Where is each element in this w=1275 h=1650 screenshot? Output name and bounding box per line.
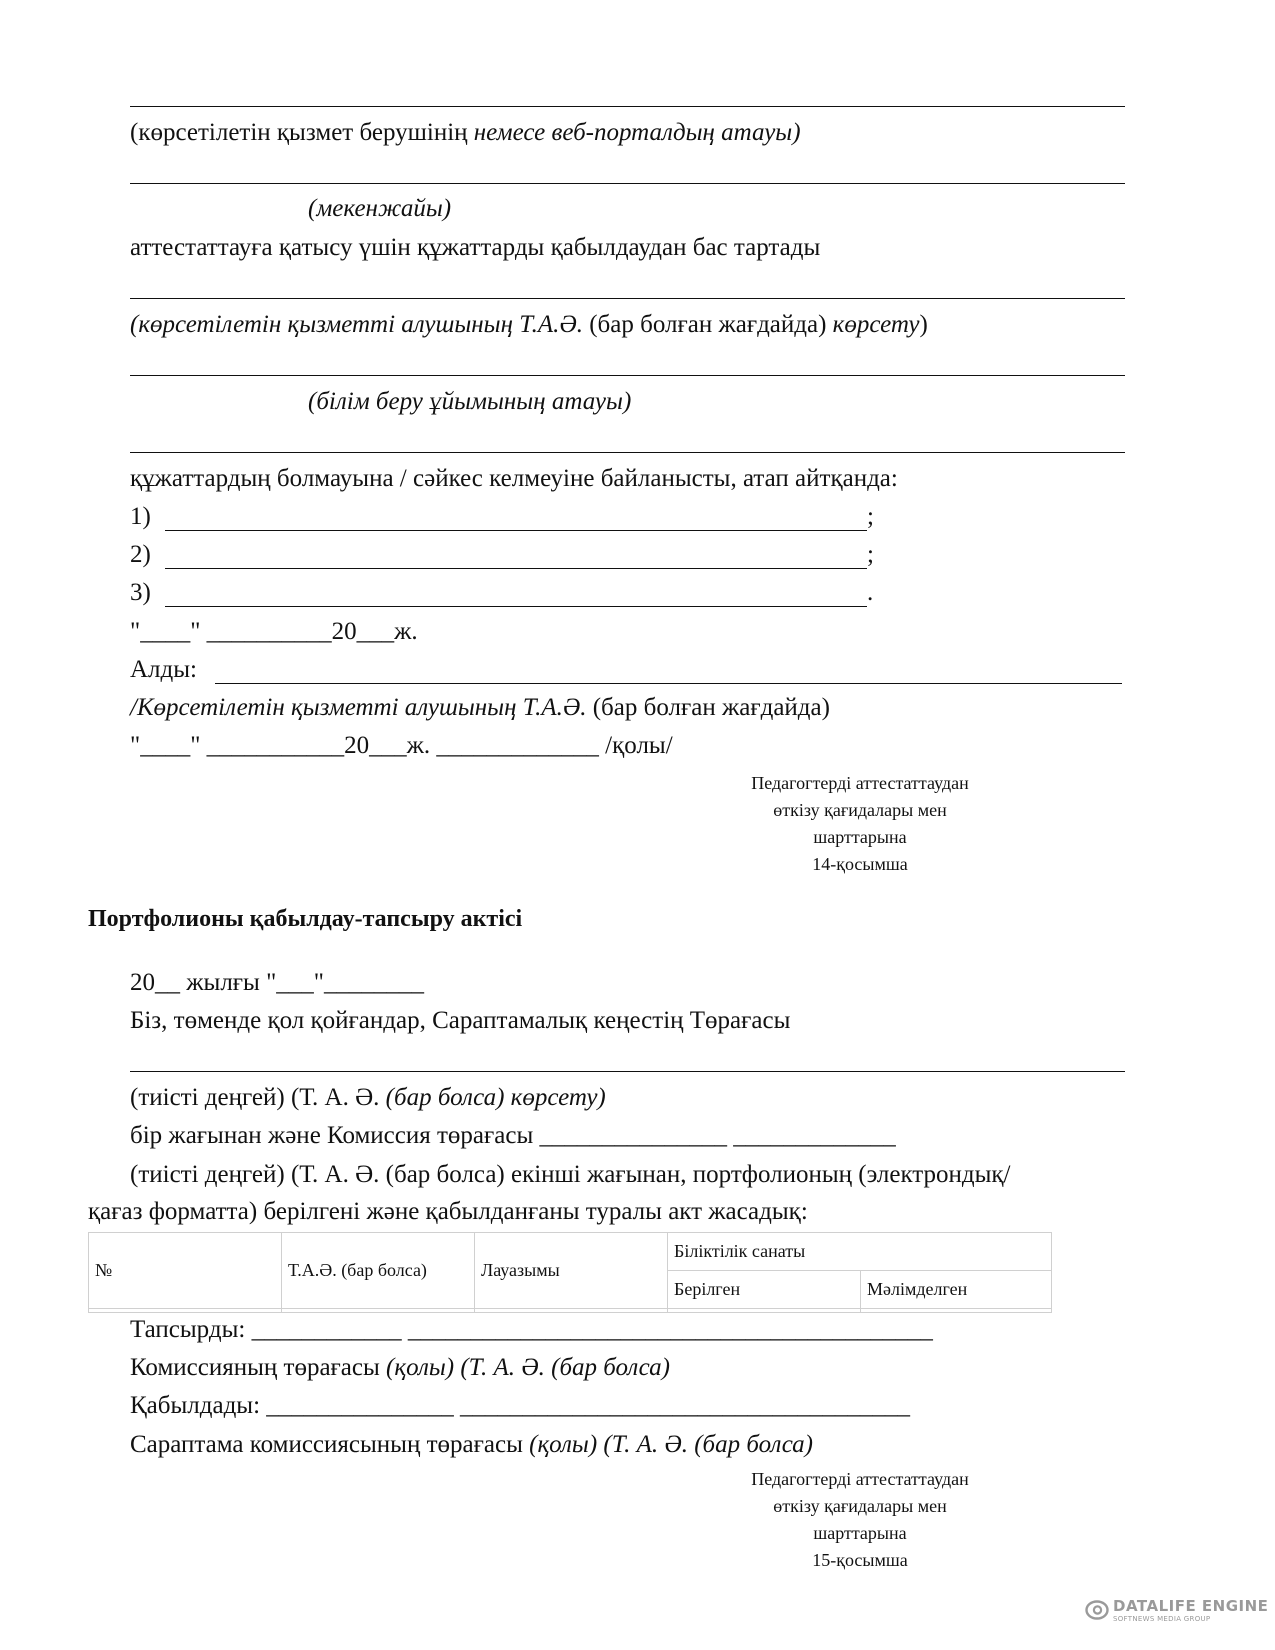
reason-number: 1): [130, 503, 151, 530]
handed-caption-italic: (қолы) (Т. А. Ә. (бар болса): [386, 1354, 670, 1381]
provider-caption-plain: (көрсетілетін қызмет берушінің: [130, 119, 474, 146]
reason-3-line: [165, 606, 867, 607]
provider-caption: [130, 118, 801, 148]
reason-2-line: [165, 568, 867, 569]
reason-1-line: [165, 530, 867, 531]
accepted-caption: [130, 1430, 813, 1460]
header-category: Біліктілік санаты: [668, 1233, 1052, 1271]
datalife-logo-icon: [1085, 1599, 1109, 1621]
reason-end: ;: [867, 541, 874, 568]
received-line: [215, 683, 1122, 684]
header-declared: Мәлімделген: [861, 1271, 1052, 1309]
table-row: [89, 1309, 1052, 1313]
appendix-15-note: [720, 1466, 1000, 1574]
org-caption: (білім беру ұйымының атауы): [308, 388, 632, 415]
recipient-caption-italic-2: көрсету: [832, 311, 920, 338]
watermark-sub: SOFTNEWS MEDIA GROUP: [1113, 1615, 1211, 1623]
act-line: қағаз форматта) берілгені және қабылданғаны туралы акт жасадық:: [88, 1198, 808, 1225]
reason-end: ;: [867, 503, 874, 530]
provider-caption-italic: немесе веб-порталдың атауы): [473, 119, 801, 146]
appendix-number: 15-қосымша: [812, 1550, 908, 1570]
address-caption: (мекенжайы): [308, 195, 452, 222]
council-chair-line: [130, 1071, 1125, 1072]
appendix-note-line: Педагогтерді аттестаттаудан: [751, 773, 969, 793]
org-name-line: [130, 375, 1125, 376]
reason-item-1: [130, 502, 151, 532]
appendix-note-line: Педагогтерді аттестаттаудан: [751, 1469, 969, 1489]
reason-number: 2): [130, 541, 151, 568]
portfolio-table: [88, 1232, 1052, 1313]
received-caption: [130, 693, 830, 723]
sign-date-line: "____" ___________20___ж. _____________ /қолы/: [130, 732, 673, 759]
second-side-line: (тиісті деңгей) (Т. А. Ә. (бар болса) екінші жағынан, портфолионың (электрондық/: [130, 1161, 1011, 1188]
header-position: Лауазымы: [475, 1233, 668, 1309]
date-line: "____" __________20___ж.: [130, 618, 418, 645]
level-caption-italic: (бар болса) көрсету): [385, 1084, 606, 1111]
appendix-note-line: өткізу қағидалары мен: [773, 1496, 947, 1516]
act-intro: Біз, төменде қол қойғандар, Сараптамалық кеңестің Төрағасы: [130, 1007, 791, 1034]
recipient-caption-italic-1: (көрсетілетін қызметті алушының Т.А.Ә.: [130, 311, 583, 338]
reason-end: .: [867, 579, 874, 606]
reason-text: құжаттардың болмауына / сәйкес келмеуіне байланысты, атап айтқанда:: [130, 465, 898, 492]
extra-line: [130, 452, 1125, 453]
act-title: Портфолионы қабылдау-тапсыру актісі: [88, 906, 523, 932]
recipient-caption-plain: (бар болған жағдайда): [582, 311, 833, 338]
table-header-row: [89, 1233, 1052, 1271]
level-caption: [130, 1083, 606, 1113]
reason-item-3: [130, 578, 151, 608]
received-caption-plain: (бар болған жағдайда): [586, 694, 830, 721]
appendix-number: 14-қосымша: [812, 854, 908, 874]
handed-caption: [130, 1353, 670, 1383]
received-caption-italic: /Көрсетілетін қызметті алушының Т.А.Ә.: [130, 694, 587, 721]
header-name: Т.А.Ә. (бар болса): [282, 1233, 475, 1309]
received-label: Алды:: [130, 656, 197, 683]
watermark: [1085, 1597, 1268, 1623]
accepted-caption-italic: (қолы) (Т. А. Ә. (бар болса): [529, 1431, 813, 1458]
header-given: Берілген: [668, 1271, 861, 1309]
refusal-text: аттестаттауға қатысу үшін құжаттарды қабылдаудан бас тартады: [130, 234, 821, 261]
handed-line: Тапсырды: ____________ __________________________________________: [130, 1316, 933, 1343]
reason-item-2: [130, 540, 151, 570]
recipient-name-line: [130, 298, 1125, 299]
address-line: [130, 183, 1125, 184]
act-date-line: 20__ жылғы "___"________: [130, 969, 425, 996]
appendix-14-note: [720, 770, 1000, 878]
recipient-caption: [130, 310, 928, 340]
appendix-note-line: өткізу қағидалары мен: [773, 800, 947, 820]
reason-number: 3): [130, 579, 151, 606]
appendix-note-line: шарттарына: [813, 1523, 907, 1543]
level-caption-plain: (тиісті деңгей) (Т. А. Ә.: [130, 1084, 386, 1111]
recipient-caption-close: ): [919, 311, 928, 338]
accepted-caption-plain: Сараптама комиссиясының төрағасы: [130, 1431, 530, 1458]
watermark-brand: DATALIFE ENGINE: [1113, 1597, 1269, 1615]
handed-caption-plain: Комиссияның төрағасы: [130, 1354, 387, 1381]
appendix-note-line: шарттарына: [813, 827, 907, 847]
provider-name-line: [130, 106, 1125, 107]
header-num: №: [89, 1233, 282, 1309]
accepted-line: Қабылдады: _______________ ____________________________________: [130, 1392, 911, 1419]
commission-line: бір жағынан және Комиссия төрағасы _______________ _____________: [130, 1122, 896, 1149]
